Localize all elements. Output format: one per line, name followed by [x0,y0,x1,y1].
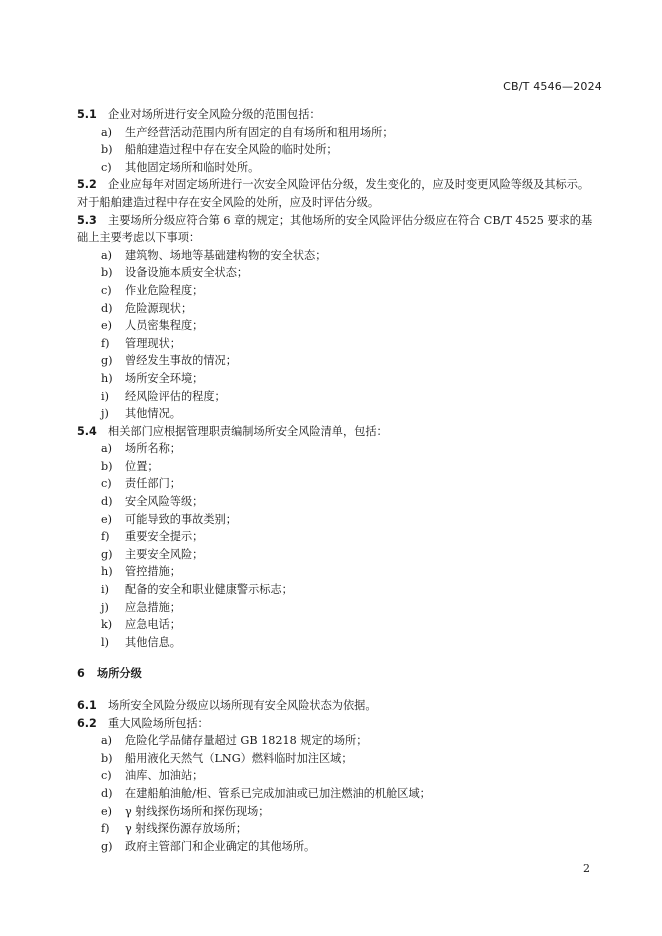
list-item [77,458,605,476]
list-item-text: 安全风险等级； [125,495,204,509]
list-item-text: 其他固定场所和临时处所。 [125,160,260,174]
clause-number: 6.2 [77,716,97,730]
list-item-label: g) [101,839,113,853]
list-item [77,616,605,634]
list-item [77,803,605,821]
list-item-label: b) [101,143,113,157]
list-item-label: i) [101,389,109,403]
list-item [77,732,605,750]
clause-number: 5.1 [77,108,97,121]
list-item-text: 位置； [125,459,159,473]
list-item-label: d) [101,495,113,509]
list-item-text: 主要安全风险； [125,547,204,561]
clause-number: 6.1 [77,699,97,712]
list-item-label: b) [101,266,113,280]
list-item [77,264,605,282]
clause-5-2 [77,176,605,194]
clause-6-2-list [77,732,605,855]
chapter-6-heading [77,665,605,683]
clause-text: 场所安全风险分级应以场所现有安全风险状态为依据。 [108,699,377,712]
list-item-text: 配备的安全和职业健康警示标志； [125,583,293,597]
list-item-text: 经风险评估的程度； [125,389,226,403]
list-item [77,599,605,617]
clause-number: 5.4 [77,424,97,438]
list-item-text: 危险化学品储存量超过 GB 18218 规定的场所； [125,734,368,748]
list-item [77,563,605,581]
list-item-label: e) [101,804,112,818]
list-item-label: j) [101,407,109,421]
list-item-text: γ 射线探伤场所和探伤现场； [125,804,270,818]
list-item-label: e) [101,319,112,333]
list-item-text: 政府主管部门和企业确定的其他场所。 [125,839,316,853]
clause-5-3-list [77,247,605,423]
list-item [77,634,605,652]
clause-text: 企业应每年对固定场所进行一次安全风险评估分级，发生变化的，应及时变更风险等级及其标示。 [108,178,590,192]
list-item-label: g) [101,547,113,561]
clause-text: 主要场所分级应符合第 6 章的规定；其他场所的安全风险评估分级应在符合 CB/T 4525 要求的基 [108,213,593,227]
list-item-label: a) [101,125,113,139]
list-item-text: 管控措施； [125,565,181,579]
list-item [77,750,605,768]
list-item [77,247,605,265]
list-item-text: 船用液化天然气（LNG）燃料临时加注区域； [125,751,353,765]
list-item [77,767,605,785]
list-item-text: 场所安全环境； [125,371,204,385]
list-item-label: f) [101,822,110,836]
clause-6-1 [77,697,605,715]
document-body [77,106,605,855]
list-item-text: 人员密集程度； [125,319,204,333]
list-item [77,335,605,353]
list-item-label: d) [101,301,113,315]
list-item-label: h) [101,565,113,579]
list-item-text: γ 射线探伤源存放场所； [125,822,248,836]
list-item [77,300,605,318]
spacer [77,683,605,697]
list-item-text: 可能导致的事故类别； [125,512,237,526]
list-item-label: h) [101,371,113,385]
clause-continuation: 对于船舶建造过程中存在安全风险的处所，应及时评估分级。 [77,195,380,209]
clause-5-4-list [77,440,605,651]
list-item-text: 应急措施； [125,600,181,614]
clause-number: 5.3 [77,213,97,227]
list-item-text: 危险源现状； [125,301,193,315]
list-item [77,475,605,493]
list-item-label: d) [101,786,113,800]
list-item-text: 应急电话； [125,618,181,632]
clause-number: 5.2 [77,178,97,192]
clause-text: 重大风险场所包括： [108,716,209,730]
list-item-label: c) [101,477,112,491]
list-item-text: 船舶建造过程中存在安全风险的临时处所； [125,143,338,157]
list-item-label: c) [101,769,112,783]
list-item-text: 油库、加油站； [125,769,204,783]
list-item-label: i) [101,583,109,597]
list-item-text: 建筑物、场地等基础建构物的安全状态； [125,248,327,262]
list-item-label: b) [101,751,113,765]
list-item-label: f) [101,336,110,350]
clause-continuation: 础上主要考虑以下事项： [77,231,201,245]
chapter-title: 场所分级 [97,667,142,681]
list-item-text: 场所名称； [125,442,181,456]
list-item-text: 其他信息。 [125,635,181,649]
list-item-label: f) [101,530,110,544]
clause-text: 企业对场所进行安全风险分级的范围包括： [108,108,321,121]
list-item-text: 其他情况。 [125,407,181,421]
chapter-number: 6 [77,667,85,681]
clause-6-2 [77,715,605,733]
list-item [77,511,605,529]
list-item [77,785,605,803]
list-item-label: c) [101,283,112,297]
list-item-text: 设备设施本质安全状态； [125,266,249,280]
list-item-label: a) [101,442,113,456]
list-item [77,388,605,406]
list-item-label: k) [101,618,113,632]
list-item-label: b) [101,459,113,473]
list-item-text: 曾经发生事故的情况； [125,354,237,368]
list-item-text: 责任部门； [125,477,181,491]
standard-number: CB/T 4546—2024 [503,80,602,93]
list-item [77,352,605,370]
list-item [77,440,605,458]
list-item [77,124,605,142]
list-item [77,159,605,177]
list-item-label: a) [101,248,113,262]
clause-text: 相关部门应根据管理职责编制场所安全风险清单，包括： [108,424,388,438]
list-item-text: 管理现状； [125,336,181,350]
list-item-label: g) [101,354,113,368]
list-item-label: c) [101,160,112,174]
list-item-label: a) [101,734,113,748]
list-item-text: 作业危险程度； [125,283,204,297]
page-number: 2 [583,862,590,875]
list-item-label: l) [101,635,109,649]
list-item-text: 在建船舶油舱/柜、管系已完成加油或已加注燃油的机舱区域； [125,786,431,800]
list-item [77,405,605,423]
list-item [77,838,605,856]
list-item [77,820,605,838]
clause-5-1-list [77,124,605,177]
list-item [77,317,605,335]
list-item [77,493,605,511]
list-item [77,581,605,599]
spacer [77,651,605,665]
list-item [77,141,605,159]
clause-5-4 [77,423,605,441]
list-item-label: e) [101,512,112,526]
list-item [77,370,605,388]
list-item-text: 重要安全提示； [125,530,204,544]
list-item-text: 生产经营活动范围内所有固定的自有场所和租用场所； [125,125,394,139]
list-item [77,282,605,300]
clause-5-1 [77,106,605,124]
list-item [77,528,605,546]
clause-5-3 [77,212,605,230]
list-item [77,546,605,564]
list-item-label: j) [101,600,109,614]
